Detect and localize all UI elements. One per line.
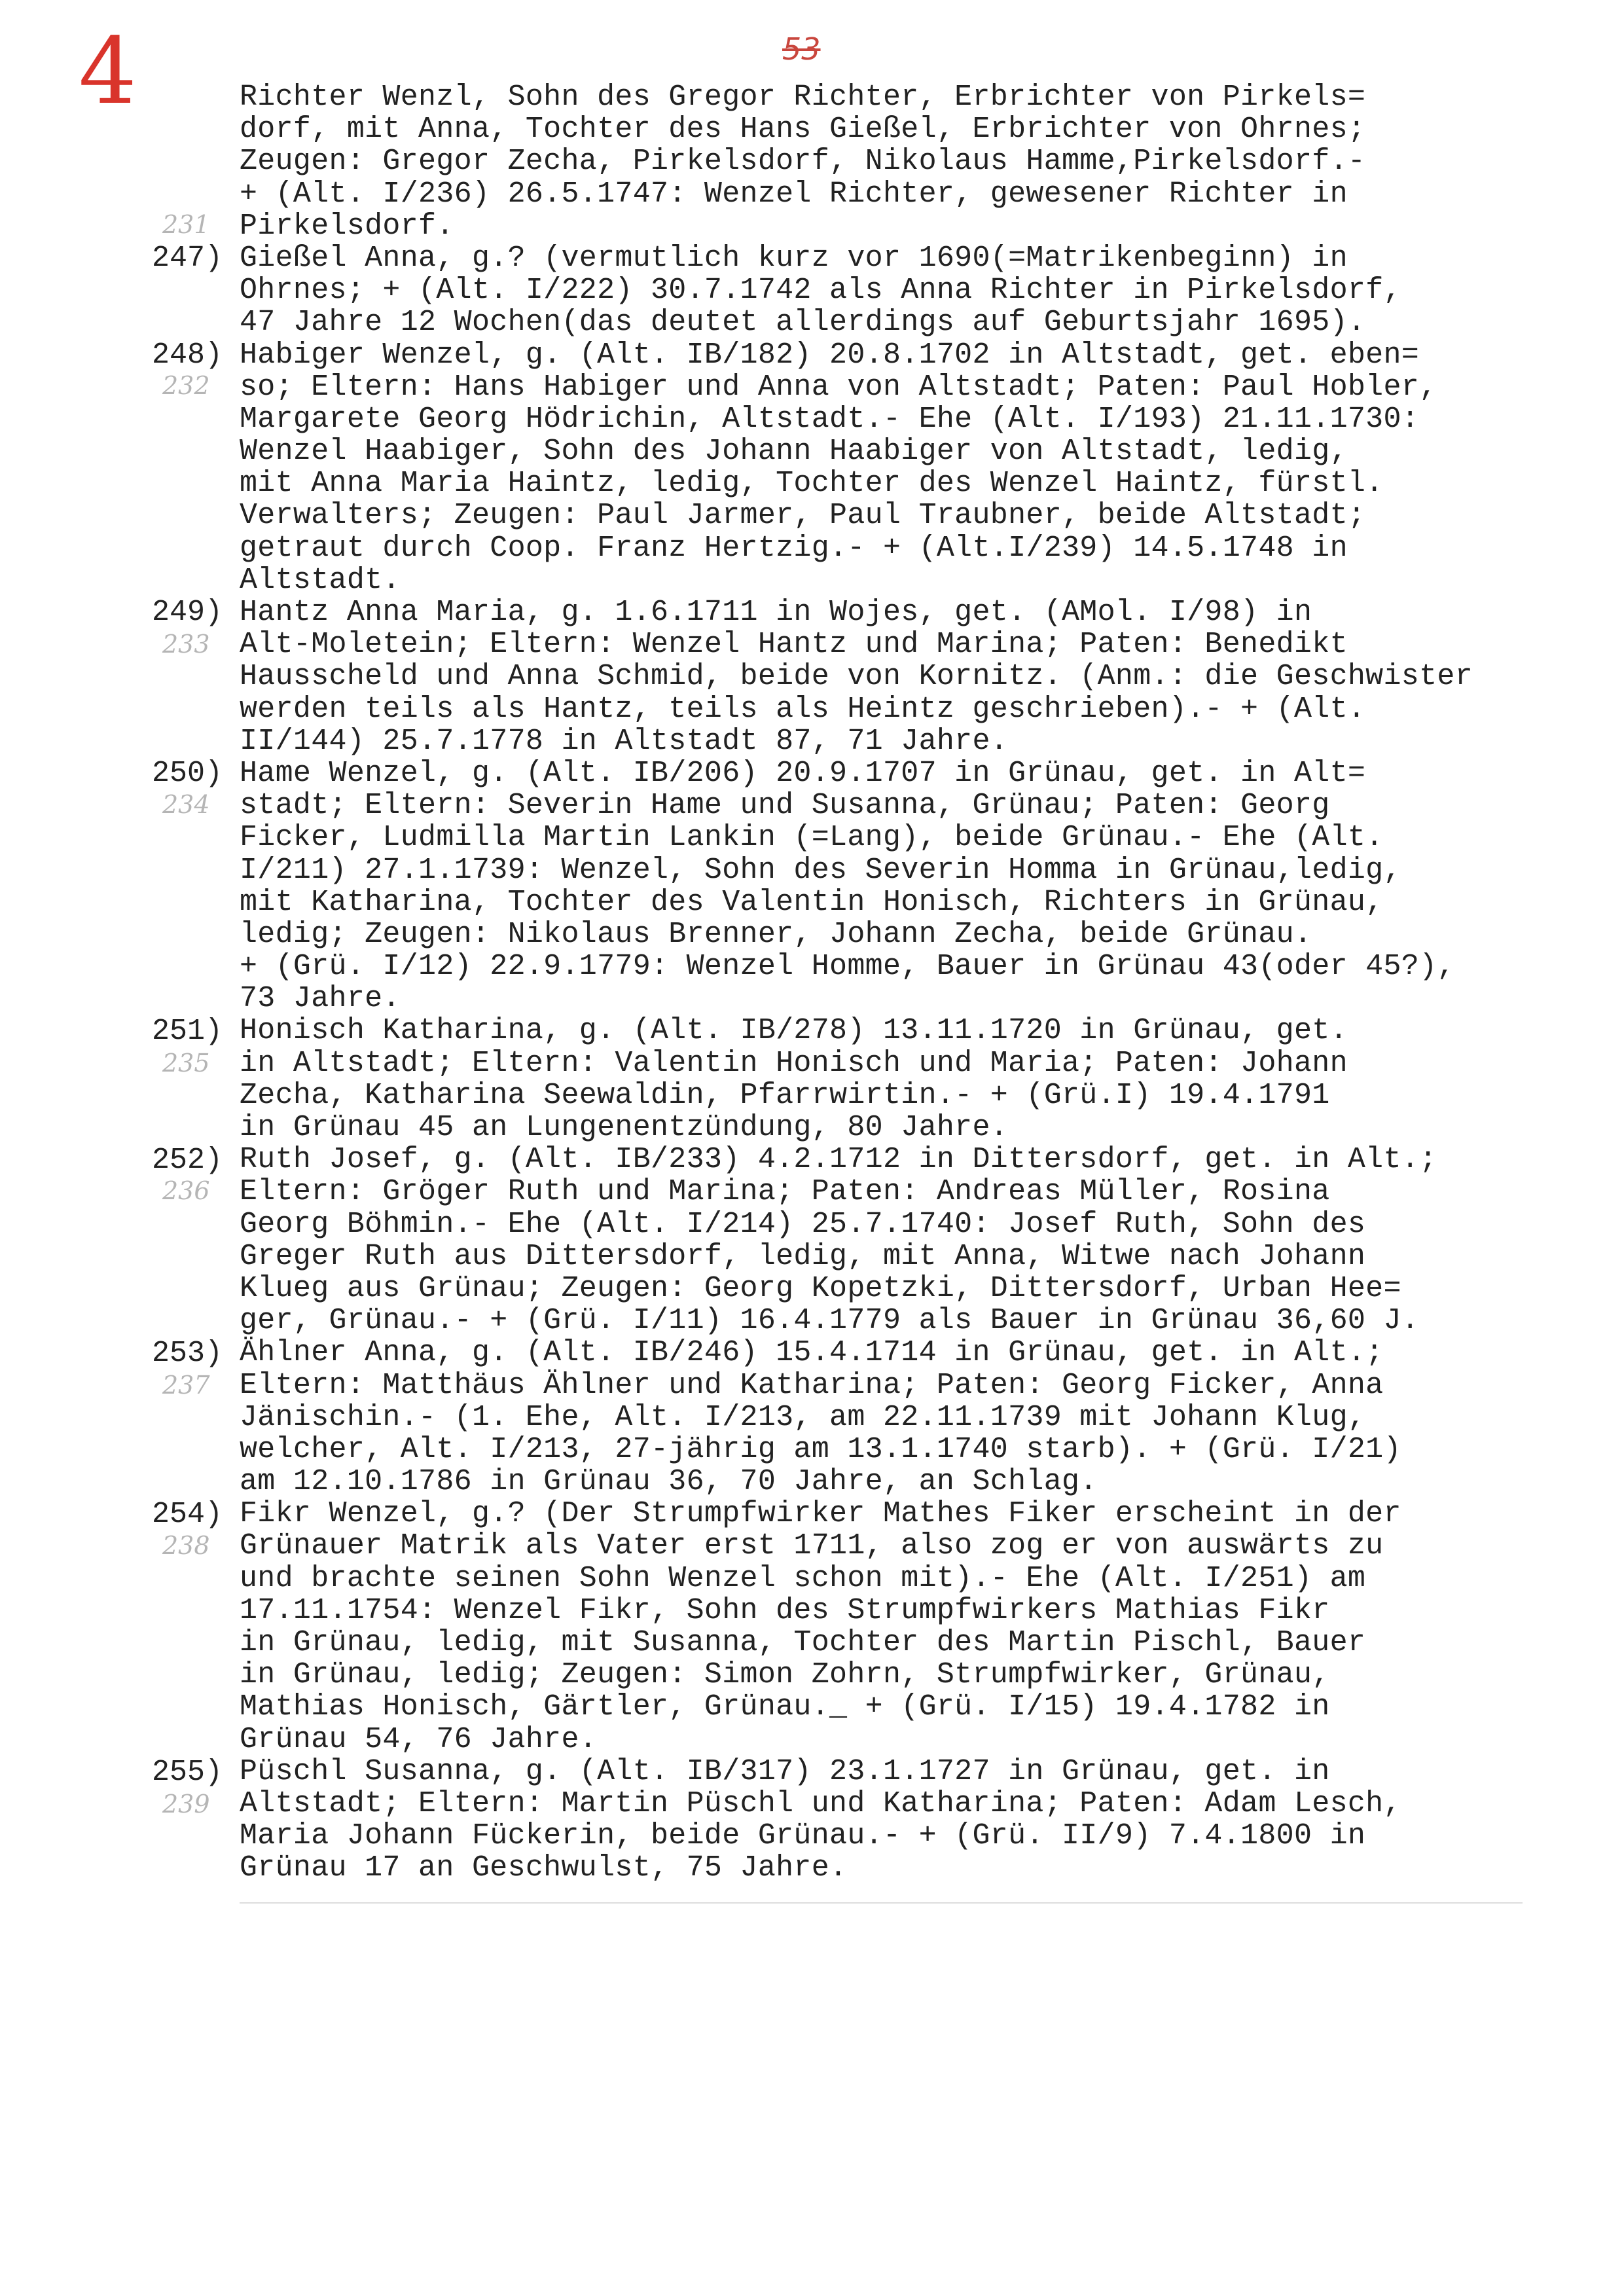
text-line: 47 Jahre 12 Wochen(das deutet allerdings auf Geburtsjahr 1695). bbox=[240, 306, 1366, 340]
text-line: in Grünau, ledig, mit Susanna, Tochter des Martin Pischl, Bauer bbox=[240, 1626, 1366, 1659]
text-line: Habiger Wenzel, g. (Alt. IB/182) 20.8.1702 in Altstadt, get. eben= bbox=[240, 338, 1420, 372]
text-line: I/211) 27.1.1739: Wenzel, Sohn des Severin Homma in Grünau,ledig, bbox=[240, 853, 1401, 887]
text-line: Zeugen: Gregor Zecha, Pirkelsdorf, Nikolaus Hamme,Pirkelsdorf.- bbox=[240, 145, 1366, 179]
text-line: stadt; Eltern: Severin Hame und Susanna, Grünau; Paten: Georg bbox=[240, 789, 1330, 823]
entry-number: 248) bbox=[152, 338, 223, 372]
text-line: Margarete Georg Hödrichin, Altstadt.- Ehe (Alt. I/193) 21.11.1730: bbox=[240, 402, 1420, 436]
text-line: getraut durch Coop. Franz Hertzig.- + (Alt.I/239) 14.5.1748 in bbox=[240, 531, 1348, 565]
text-line: Ählner Anna, g. (Alt. IB/246) 15.4.1714 in Grünau, get. in Alt.; bbox=[240, 1336, 1384, 1370]
text-line: mit Anna Maria Haintz, ledig, Tochter des Wenzel Haintz, fürstl. bbox=[240, 467, 1384, 501]
text-line: dorf, mit Anna, Tochter des Hans Gießel, Erbrichter von Ohrnes; bbox=[240, 113, 1366, 147]
text-line: Georg Böhmin.- Ehe (Alt. I/214) 25.7.1740: Josef Ruth, Sohn des bbox=[240, 1207, 1366, 1241]
page-marker-handwritten: 4 bbox=[79, 18, 137, 125]
text-line: Verwalters; Zeugen: Paul Jarmer, Paul Traubner, beide Altstadt; bbox=[240, 499, 1366, 533]
pencil-annotation: 236 bbox=[162, 1176, 210, 1205]
pencil-annotation: 231 bbox=[162, 210, 210, 239]
text-line: Ficker, Ludmilla Martin Lankin (=Lang), beide Grünau.- Ehe (Alt. bbox=[240, 821, 1384, 855]
text-line: Greger Ruth aus Dittersdorf, ledig, mit Anna, Witwe nach Johann bbox=[240, 1239, 1366, 1273]
pencil-annotation: 238 bbox=[162, 1531, 210, 1560]
text-line: Grünau 54, 76 Jahre. bbox=[240, 1722, 598, 1756]
text-line: am 12.10.1786 in Grünau 36, 70 Jahre, an Schlag. bbox=[240, 1465, 1098, 1499]
text-line: Püschl Susanna, g. (Alt. IB/317) 23.1.1727 in Grünau, get. in bbox=[240, 1754, 1330, 1788]
entry-number: 253) bbox=[152, 1337, 223, 1370]
entry-number: 249) bbox=[152, 596, 223, 629]
text-line: Ohrnes; + (Alt. I/222) 30.7.1742 als Anna Richter in Pirkelsdorf, bbox=[240, 274, 1401, 308]
page-bottom-rule bbox=[240, 1902, 1523, 1904]
text-line: mit Katharina, Tochter des Valentin Honisch, Richters in Grünau, bbox=[240, 885, 1384, 919]
text-line: in Grünau 45 an Lungenentzündung, 80 Jahre. bbox=[240, 1111, 1009, 1144]
text-line: Pirkelsdorf. bbox=[240, 209, 454, 243]
text-line: Hausscheld und Anna Schmid, beide von Kornitz. (Anm.: die Geschwister bbox=[240, 660, 1473, 694]
text-line: II/144) 25.7.1778 in Altstadt 87, 71 Jahre. bbox=[240, 724, 1009, 758]
text-line: Gießel Anna, g.? (vermutlich kurz vor 1690(=Matrikenbeginn) in bbox=[240, 241, 1348, 275]
text-line: werden teils als Hantz, teils als Heintz geschrieben).- + (Alt. bbox=[240, 692, 1366, 726]
pencil-annotation: 235 bbox=[162, 1049, 210, 1077]
text-line: Alt-Moletein; Eltern: Wenzel Hantz und Marina; Paten: Benedikt bbox=[240, 628, 1348, 662]
text-line: Zecha, Katharina Seewaldin, Pfarrwirtin.- + (Grü.I) 19.4.1791 bbox=[240, 1078, 1330, 1112]
pencil-annotation: 233 bbox=[162, 630, 210, 659]
entry-number: 255) bbox=[152, 1756, 223, 1789]
text-line: Altstadt. bbox=[240, 563, 401, 597]
pencil-annotation: 232 bbox=[162, 371, 210, 400]
pencil-annotation: 239 bbox=[162, 1790, 210, 1818]
text-line: Fikr Wenzel, g.? (Der Strumpfwirker Mathes Fiker erscheint in der bbox=[240, 1497, 1401, 1531]
text-line: + (Alt. I/236) 26.5.1747: Wenzel Richter, gewesener Richter in bbox=[240, 177, 1348, 211]
entry-number: 252) bbox=[152, 1144, 223, 1177]
text-line: welcher, Alt. I/213, 27-jährig am 13.1.1740 starb). + (Grü. I/21) bbox=[240, 1432, 1401, 1466]
text-line: Mathias Honisch, Gärtler, Grünau._ + (Grü. I/15) 19.4.1782 in bbox=[240, 1690, 1330, 1724]
text-line: Klueg aus Grünau; Zeugen: Georg Kopetzki, Dittersdorf, Urban Hee= bbox=[240, 1271, 1401, 1305]
pencil-annotation: 237 bbox=[162, 1371, 210, 1400]
text-line: Richter Wenzl, Sohn des Gregor Richter, Erbrichter von Pirkels= bbox=[240, 81, 1366, 114]
entry-number: 250) bbox=[152, 757, 223, 790]
pencil-annotation: 234 bbox=[162, 790, 210, 819]
text-line: + (Grü. I/12) 22.9.1779: Wenzel Homme, Bauer in Grünau 43(oder 45?), bbox=[240, 950, 1455, 984]
text-line: Grünauer Matrik als Vater erst 1711, also zog er von auswärts zu bbox=[240, 1529, 1384, 1563]
text-line: ledig; Zeugen: Nikolaus Brenner, Johann Zecha, beide Grünau. bbox=[240, 917, 1312, 951]
text-line: in Altstadt; Eltern: Valentin Honisch und Maria; Paten: Johann bbox=[240, 1046, 1348, 1080]
text-line: ger, Grünau.- + (Grü. I/11) 16.4.1779 als Bauer in Grünau 36,60 J. bbox=[240, 1304, 1420, 1338]
entry-number: 247) bbox=[152, 242, 223, 275]
text-line: Altstadt; Eltern: Martin Püschl und Katharina; Paten: Adam Lesch, bbox=[240, 1786, 1401, 1820]
text-line: Eltern: Gröger Ruth und Marina; Paten: Andreas Müller, Rosina bbox=[240, 1175, 1330, 1209]
page-number: 53 bbox=[782, 31, 821, 67]
text-line: so; Eltern: Hans Habiger und Anna von Altstadt; Paten: Paul Hobler, bbox=[240, 370, 1437, 404]
text-line: in Grünau, ledig; Zeugen: Simon Zohrn, Strumpfwirker, Grünau, bbox=[240, 1658, 1330, 1692]
text-line: Grünau 17 an Geschwulst, 75 Jahre. bbox=[240, 1851, 848, 1885]
text-line: Jänischin.- (1. Ehe, Alt. I/213, am 22.11.1739 mit Johann Klug, bbox=[240, 1400, 1366, 1434]
text-line: und brachte seinen Sohn Wenzel schon mit).- Ehe (Alt. I/251) am bbox=[240, 1561, 1366, 1595]
text-line: Ruth Josef, g. (Alt. IB/233) 4.2.1712 in Dittersdorf, get. in Alt.; bbox=[240, 1143, 1437, 1177]
text-line: Hantz Anna Maria, g. 1.6.1711 in Wojes, get. (AMol. I/98) in bbox=[240, 596, 1312, 629]
text-line: Maria Johann Fückerin, beide Grünau.- + (Grü. II/9) 7.4.1800 in bbox=[240, 1819, 1366, 1853]
document-body bbox=[240, 81, 1523, 1885]
text-line: 73 Jahre. bbox=[240, 982, 401, 1016]
entry-number: 251) bbox=[152, 1015, 223, 1048]
text-line: 17.11.1754: Wenzel Fikr, Sohn des Strumpfwirkers Mathias Fikr bbox=[240, 1593, 1330, 1627]
text-line: Honisch Katharina, g. (Alt. IB/278) 13.11.1720 in Grünau, get. bbox=[240, 1014, 1348, 1048]
text-line: Hame Wenzel, g. (Alt. IB/206) 20.9.1707 in Grünau, get. in Alt= bbox=[240, 756, 1366, 790]
text-line: Eltern: Matthäus Ählner und Katharina; Paten: Georg Ficker, Anna bbox=[240, 1368, 1384, 1402]
text-line: Wenzel Haabiger, Sohn des Johann Haabiger von Altstadt, ledig, bbox=[240, 435, 1348, 469]
entry-number: 254) bbox=[152, 1498, 223, 1531]
